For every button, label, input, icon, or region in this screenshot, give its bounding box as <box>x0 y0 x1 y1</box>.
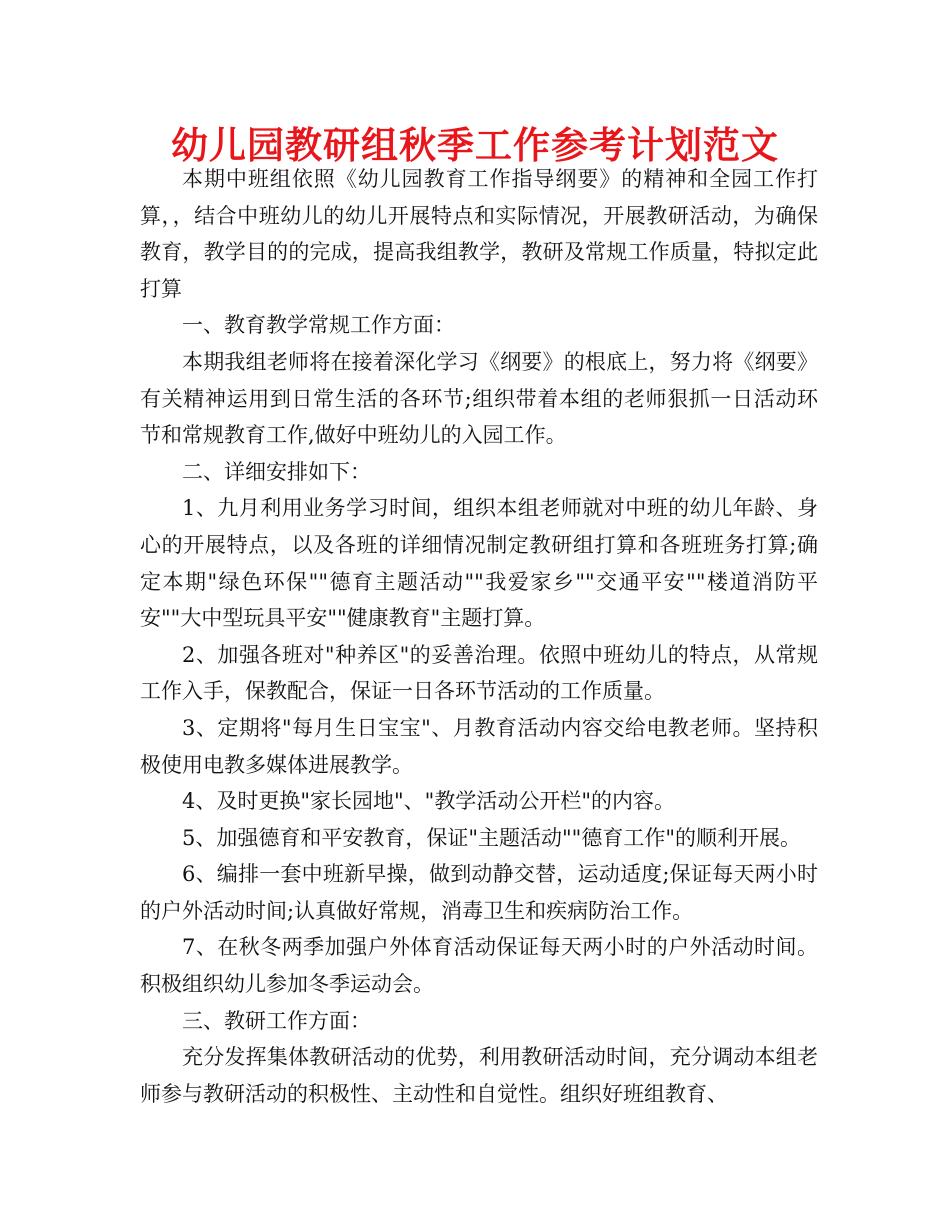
list-item-4: 4、及时更换"家长园地"、"教学活动公开栏"的内容。 <box>182 789 675 814</box>
list-item-5: 5、加强德育和平安教育，保证"主题活动""德育工作"的顺利开展。 <box>182 825 801 850</box>
section-heading-routine: 一、教育教学常规工作方面： <box>182 313 455 338</box>
list-item-6: 6、编排一套中班新早操，做到动静交替，运动适度;保证每天两小时的户外活动时间;认真做好常规，消毒卫生和疾病防治工作。 <box>140 862 818 923</box>
document-title: 幼儿园教研组秋季工作参考计划范文 <box>171 124 779 167</box>
paragraph-routine: 本期我组老师将在接着深化学习《纲要》的根底上，努力将《纲要》有关精神运用到日常生活的各环节;组织带着本组的老师狠抓一日活动环节和常规教育工作,做好中班幼儿的入园工作。 <box>140 349 818 448</box>
list-item-3: 3、定期将"每月生日宝宝"、月教育活动内容交给电教老师。坚持积极使用电教多媒体进展教学。 <box>140 715 818 777</box>
paragraph-intro: 本期中班组依照《幼儿园教育工作指导纲要》的精神和全园工作打算，，结合中班幼儿的幼儿开展特点和实际情况，开展教研活动，为确保教育，教学目的的完成，提高我组教学，教研及常规工作质量，特拟定此打算 <box>140 167 818 301</box>
section-heading-research: 三、教研工作方面： <box>182 1008 371 1033</box>
list-item-2: 2、加强各班对"种养区"的妥善治理。依照中班幼儿的特点，从常规工作入手，保教配合，保证一日各环节活动的工作质量。 <box>140 642 818 704</box>
list-item-1: 1、九月利用业务学习时间，组织本组老师就对中班的幼儿年龄、身心的开展特点，以及各班的详细情况制定教研组打算和各班班务打算;确定本期"绿色环保""德育主题活动""我爱家乡""交通平安""楼道消防平安""大中型玩具平安""健康教育"主题打算。 <box>140 496 818 631</box>
list-item-7: 7、在秋冬两季加强户外体育活动保证每天两小时的户外活动时间。积极组织幼儿参加冬季运动会。 <box>140 935 818 997</box>
section-heading-arrangement: 二、详细安排如下： <box>182 459 371 484</box>
paragraph-research: 充分发挥集体教研活动的优势，利用教研活动时间，充分调动本组老师参与教研活动的积极性、主动性和自觉性。组织好班组教育、 <box>140 1045 818 1106</box>
document-body <box>140 161 818 1112</box>
